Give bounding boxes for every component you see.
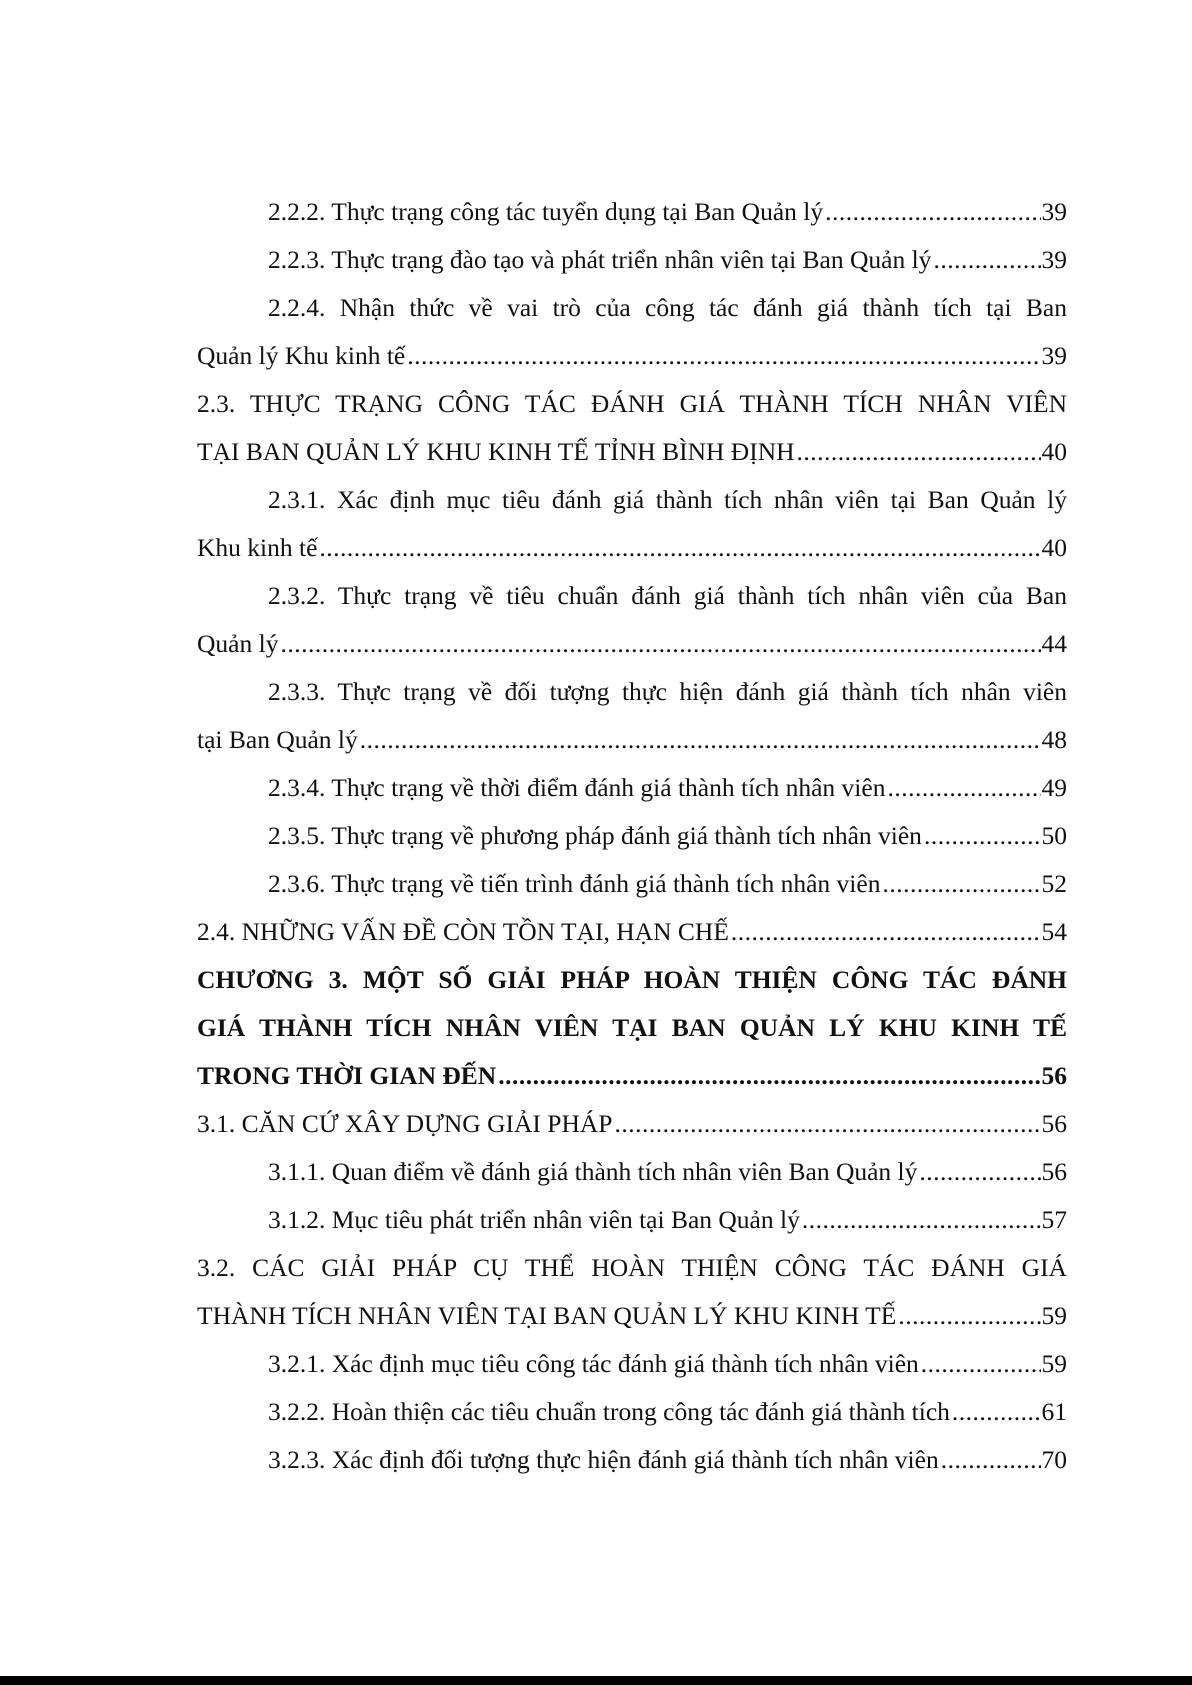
dot-leader — [797, 439, 1041, 465]
toc-page-number: 56 — [1041, 1109, 1067, 1139]
toc-page-number: 70 — [1041, 1445, 1067, 1475]
toc-page-number: 54 — [1041, 917, 1067, 947]
toc-entry-title: 3.1.1. Quan điểm về đánh giá thành tích nhân viên Ban Quản lý — [268, 1157, 918, 1187]
dot-leader — [921, 1351, 1041, 1377]
toc-entry — [197, 716, 1067, 764]
toc-entry — [197, 188, 1067, 236]
toc-entry-title: Khu kinh tế — [197, 533, 318, 563]
toc-entry-title: 3.2.3. Xác định đối tượng thực hiện đánh giá thành tích nhân viên — [268, 1445, 939, 1475]
toc-entry — [197, 1340, 1067, 1388]
toc-page-number: 61 — [1041, 1397, 1067, 1427]
dot-leader — [802, 1207, 1041, 1233]
toc-entry-title: tại Ban Quản lý — [197, 725, 358, 755]
toc-page-number: 56 — [1041, 1061, 1067, 1091]
toc-entry-line: 2.3.1. Xác định mục tiêu đánh giá thành tích nhân viên tại Ban Quản lý — [268, 485, 1067, 514]
dot-leader — [898, 1303, 1040, 1329]
dot-leader — [319, 535, 1040, 561]
toc-chapter-heading-line: GIÁ THÀNH TÍCH NHÂN VIÊN TẠI BAN QUẢN LÝ KHU KINH TẾ — [197, 1013, 1067, 1042]
toc-entry — [197, 1196, 1067, 1244]
dot-leader — [941, 1447, 1041, 1473]
toc-entry-line: 2.2.4. Nhận thức về vai trò của công tác đánh giá thành tích tại Ban — [268, 293, 1067, 322]
toc-entry-title: 2.4. NHỮNG VẤN ĐỀ CÒN TỒN TẠI, HẠN CHẾ — [197, 917, 729, 947]
dot-leader — [825, 199, 1040, 225]
toc-page-number: 49 — [1041, 773, 1067, 803]
toc-entry-line: 2.3.3. Thực trạng về đối tượng thực hiện đánh giá thành tích nhân viên — [268, 677, 1067, 706]
dot-leader — [614, 1111, 1040, 1137]
dot-leader — [360, 727, 1041, 753]
dot-leader — [933, 247, 1040, 273]
dot-leader — [498, 1063, 1040, 1089]
toc-page-number: 40 — [1041, 533, 1067, 563]
toc-section-heading-line: 3.2. CÁC GIẢI PHÁP CỤ THỂ HOÀN THIỆN CÔNG TÁC ĐÁNH GIÁ — [197, 1253, 1067, 1282]
toc-page-number: 39 — [1041, 341, 1067, 371]
toc-section-heading — [197, 1292, 1067, 1340]
toc-section-heading-line: 2.3. THỰC TRẠNG CÔNG TÁC ĐÁNH GIÁ THÀNH TÍCH NHÂN VIÊN — [197, 389, 1067, 418]
toc-section-heading — [197, 908, 1067, 956]
toc-entry-title: TRONG THỜI GIAN ĐẾN — [197, 1061, 497, 1091]
toc-page-number: 39 — [1041, 197, 1067, 227]
dot-leader — [924, 823, 1041, 849]
toc-page-number: 48 — [1041, 725, 1067, 755]
toc-page-number: 52 — [1041, 869, 1067, 899]
dot-leader — [887, 775, 1040, 801]
dot-leader — [280, 631, 1040, 657]
toc-page-number: 44 — [1041, 629, 1067, 659]
toc-entry-title: 3.1.2. Mục tiêu phát triển nhân viên tại Ban Quản lý — [268, 1205, 800, 1235]
toc-page-number: 50 — [1041, 821, 1067, 851]
dot-leader — [731, 919, 1041, 945]
toc-entry — [197, 620, 1067, 668]
toc-entry-title: 2.3.6. Thực trạng về tiến trình đánh giá thành tích nhân viên — [268, 869, 881, 899]
toc-page-number: 57 — [1041, 1205, 1067, 1235]
dot-leader — [882, 871, 1040, 897]
table-of-contents — [197, 188, 1067, 1484]
toc-page-number: 59 — [1041, 1301, 1067, 1331]
toc-page-number: 39 — [1041, 245, 1067, 275]
toc-entry-title: TẠI BAN QUẢN LÝ KHU KINH TẾ TỈNH BÌNH ĐỊNH — [197, 437, 795, 467]
toc-page-number: 40 — [1041, 437, 1067, 467]
toc-entry — [197, 1388, 1067, 1436]
toc-entry — [197, 524, 1067, 572]
toc-page-number: 59 — [1041, 1349, 1067, 1379]
toc-entry — [197, 1436, 1067, 1484]
toc-entry — [197, 764, 1067, 812]
toc-entry — [197, 1148, 1067, 1196]
toc-entry-title: 3.2.2. Hoàn thiện các tiêu chuẩn trong công tác đánh giá thành tích — [268, 1397, 950, 1427]
page-bottom-border — [0, 1676, 1192, 1685]
toc-entry-title: 2.2.2. Thực trạng công tác tuyển dụng tại Ban Quản lý — [268, 197, 824, 227]
toc-entry-title: 2.2.3. Thực trạng đào tạo và phát triển nhân viên tại Ban Quản lý — [268, 245, 932, 275]
dot-leader — [952, 1399, 1041, 1425]
toc-entry — [197, 236, 1067, 284]
dot-leader — [407, 343, 1040, 369]
toc-entry — [197, 812, 1067, 860]
toc-section-heading — [197, 428, 1067, 476]
toc-entry-title: 3.1. CĂN CỨ XÂY DỰNG GIẢI PHÁP — [197, 1109, 613, 1139]
toc-entry-title: Quản lý Khu kinh tế — [197, 341, 406, 371]
toc-page-number: 56 — [1041, 1157, 1067, 1187]
toc-entry-line: 2.3.2. Thực trạng về tiêu chuẩn đánh giá thành tích nhân viên của Ban — [268, 581, 1067, 610]
toc-entry-title: THÀNH TÍCH NHÂN VIÊN TẠI BAN QUẢN LÝ KHU KINH TẾ — [197, 1301, 897, 1331]
toc-chapter-heading — [197, 1052, 1067, 1100]
toc-entry-title: 2.3.5. Thực trạng về phương pháp đánh giá thành tích nhân viên — [268, 821, 922, 851]
toc-section-heading — [197, 1100, 1067, 1148]
toc-entry — [197, 332, 1067, 380]
toc-chapter-heading-line: CHƯƠNG 3. MỘT SỐ GIẢI PHÁP HOÀN THIỆN CÔNG TÁC ĐÁNH — [197, 965, 1067, 994]
toc-entry-title: 2.3.4. Thực trạng về thời điểm đánh giá thành tích nhân viên — [268, 773, 886, 803]
toc-entry — [197, 860, 1067, 908]
toc-entry-title: 3.2.1. Xác định mục tiêu công tác đánh giá thành tích nhân viên — [268, 1349, 919, 1379]
dot-leader — [919, 1159, 1040, 1185]
toc-entry-title: Quản lý — [197, 629, 279, 659]
